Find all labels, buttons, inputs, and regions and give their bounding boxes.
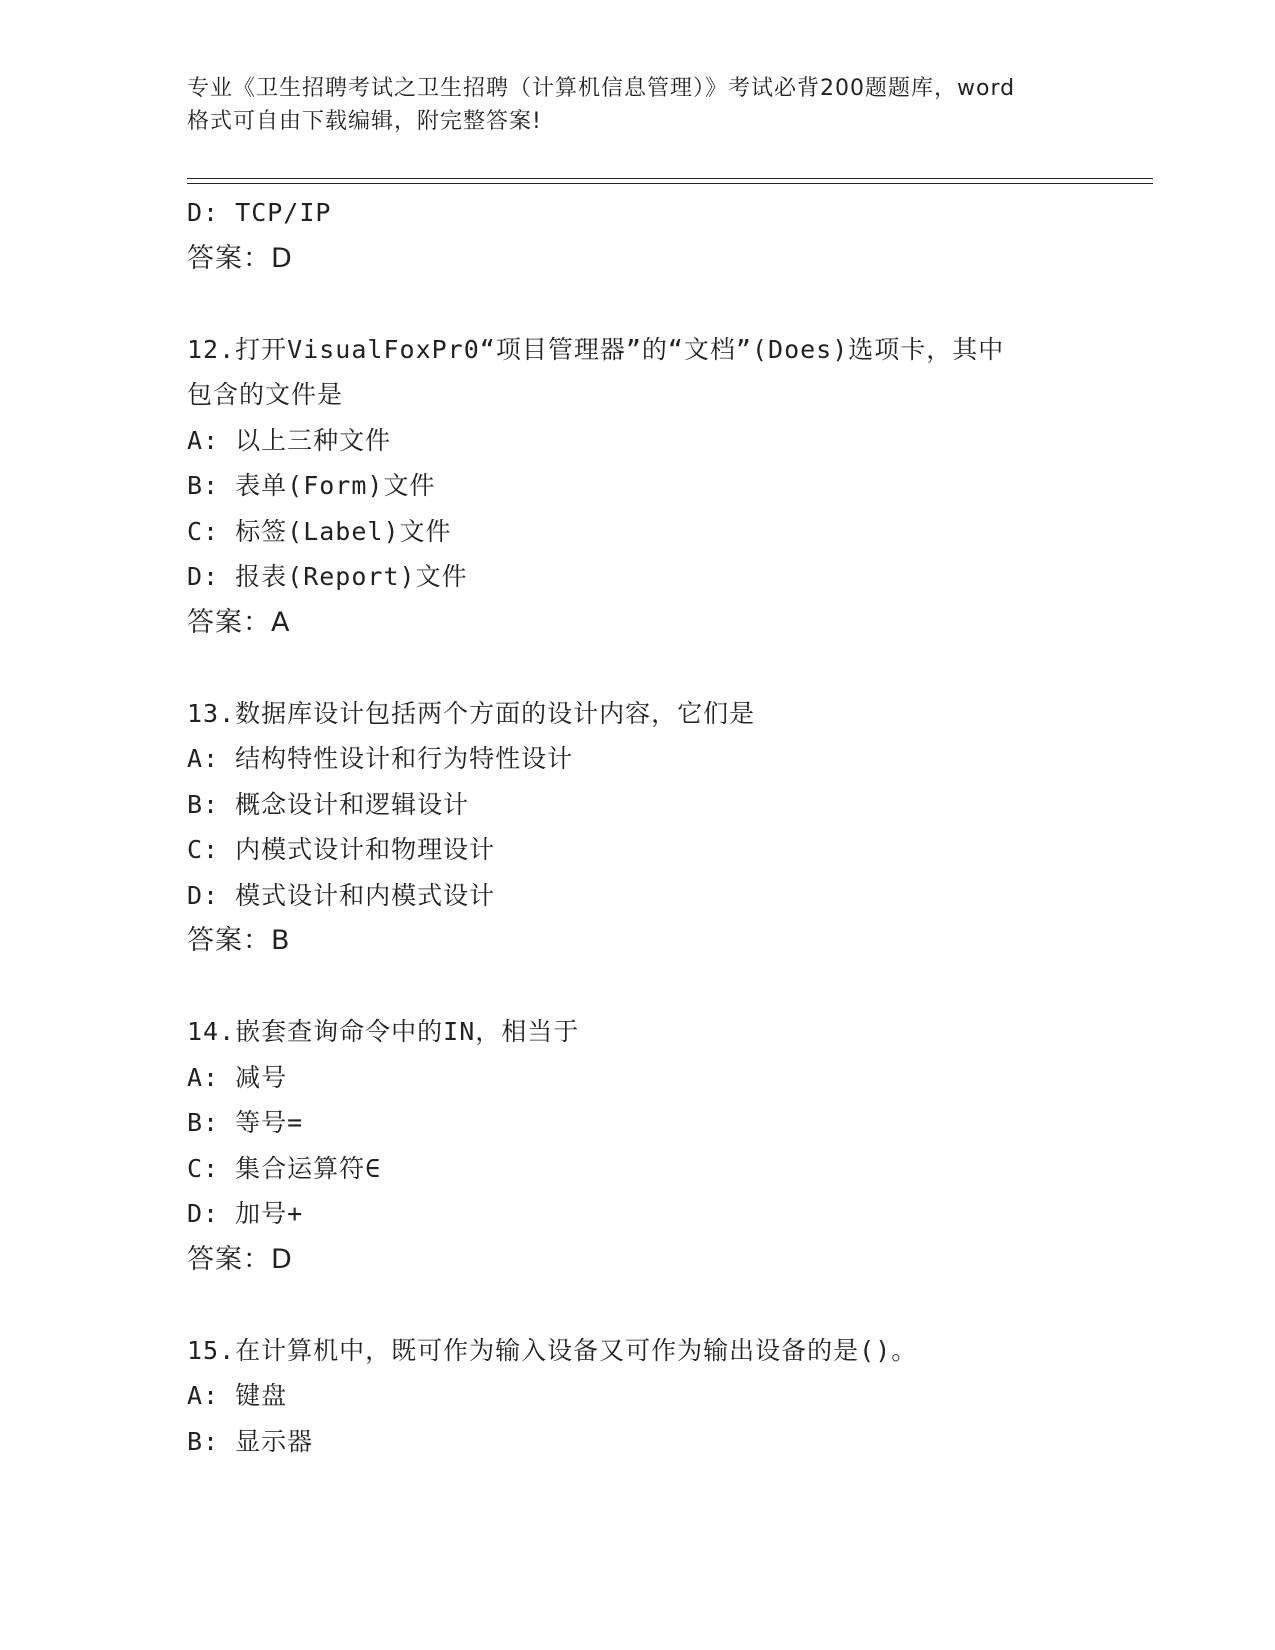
option-b: B: 显示器 xyxy=(187,1426,314,1456)
option-b: B: 表单(Form)文件 xyxy=(187,471,436,500)
document-header xyxy=(187,72,1087,138)
option-c: C: 内模式设计和物理设计 xyxy=(187,835,496,864)
spacer xyxy=(187,645,1087,691)
question-stem: 12.打开VisualFoxPr0“项目管理器”的“文档”(Does)选项卡，其中 xyxy=(187,334,1005,364)
question-list xyxy=(187,190,1087,1464)
header-title-line-2: 格式可自由下载编辑，附完整答案! xyxy=(187,109,542,134)
spacer xyxy=(187,964,1087,1010)
option-a: A: 以上三种文件 xyxy=(187,425,392,455)
question-14 xyxy=(187,1009,1087,1282)
option-d: D: 模式设计和内模式设计 xyxy=(187,880,496,910)
answer-line: 答案：D xyxy=(187,242,293,274)
answer-line: 答案：D xyxy=(187,1243,293,1275)
option-d: D: TCP/IP xyxy=(187,198,332,227)
header-divider-bottom xyxy=(187,183,1153,184)
question-stem: 13.数据库设计包括两个方面的设计内容，它们是 xyxy=(187,698,756,728)
question-stem-continued: 包含的文件是 xyxy=(187,380,344,409)
option-d: D: 报表(Report)文件 xyxy=(187,562,468,591)
question-stem: 15.在计算机中，既可作为输入设备又可作为输出设备的是()。 xyxy=(187,1335,918,1365)
option-c: C: 集合运算符∈ xyxy=(187,1153,382,1183)
spacer xyxy=(187,1282,1087,1328)
answer-line: 答案：B xyxy=(187,925,291,956)
question-15 xyxy=(187,1328,1087,1465)
option-a: A: 键盘 xyxy=(187,1381,288,1410)
header-divider-top xyxy=(187,178,1153,179)
option-a: A: 结构特性设计和行为特性设计 xyxy=(187,744,574,773)
spacer xyxy=(187,281,1087,327)
question-12 xyxy=(187,327,1087,646)
option-d: D: 加号+ xyxy=(187,1199,304,1228)
question-13 xyxy=(187,691,1087,964)
question-stem: 14.嵌套查询命令中的IN，相当于 xyxy=(187,1017,580,1046)
header-title-line-1: 专业《卫生招聘考试之卫生招聘（计算机信息管理）》考试必背200题题库，word xyxy=(187,76,1016,101)
option-c: C: 标签(Label)文件 xyxy=(187,516,452,546)
answer-line: 答案：A xyxy=(187,606,291,638)
option-b: B: 概念设计和逻辑设计 xyxy=(187,789,470,819)
option-a: A: 减号 xyxy=(187,1062,288,1092)
option-b: B: 等号= xyxy=(187,1108,304,1137)
